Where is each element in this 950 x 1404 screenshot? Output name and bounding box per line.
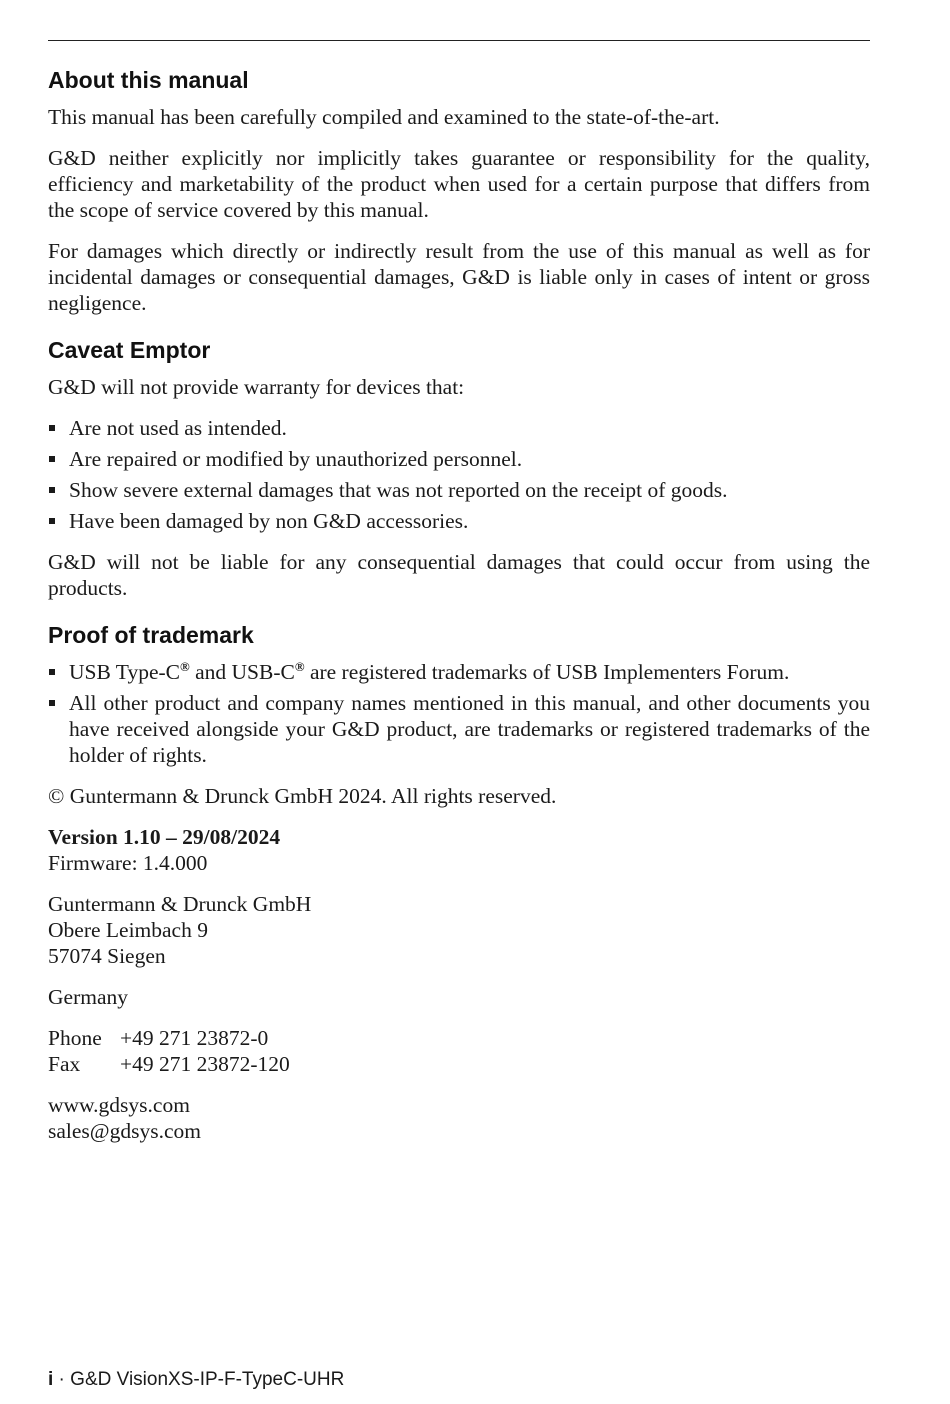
about-paragraph-3: For damages which directly or indirectly result from the use of this manual as well as for incidental damages or consequential damages, G&D is liable only in cases of intent or gross negligence. (48, 239, 870, 315)
trademark-section (48, 619, 870, 768)
page-number: i (48, 1369, 54, 1390)
version-block (48, 824, 870, 876)
about-section (48, 64, 870, 316)
list-item: Are not used as intended. (48, 415, 870, 441)
list-item: All other product and company names mentioned in this manual, and other documents you have received alongside your G&D product, are trademarks or registered trademarks of the holder of rights. (48, 690, 870, 768)
firmware-label: Firmware: 1.4.000 (48, 851, 208, 875)
web-block (48, 1092, 870, 1144)
version-label: Version 1.10 – 29/08/2024 (48, 825, 281, 849)
list-item: Have been damaged by non G&D accessories. (48, 508, 870, 534)
caveat-heading: Caveat Emptor (48, 337, 211, 363)
list-item (48, 659, 870, 685)
caveat-list (48, 415, 870, 534)
top-rule (48, 40, 870, 41)
country-block (48, 984, 870, 1010)
registered-mark: ® (294, 658, 305, 674)
footer-separator: · (53, 1369, 71, 1390)
fax-label: Fax (48, 1052, 81, 1076)
fax-number: +49 271 23872-120 (120, 1052, 290, 1076)
registered-mark: ® (180, 658, 190, 674)
fax-row (48, 1051, 870, 1077)
page-footer (48, 1368, 344, 1392)
caveat-outro: G&D will not be liable for any consequential damages that could occur from using the products. (48, 550, 870, 600)
company-name: Guntermann & Drunck GmbH (48, 892, 312, 916)
address-block (48, 891, 870, 969)
about-heading: About this manual (48, 67, 249, 93)
country: Germany (48, 985, 128, 1009)
footer-product: G&D VisionXS-IP-F-TypeC-UHR (70, 1369, 345, 1390)
page-content (48, 60, 870, 1159)
phone-row (48, 1025, 870, 1051)
city-address: 57074 Siegen (48, 944, 166, 968)
caveat-intro: G&D will not provide warranty for devices that: (48, 375, 465, 399)
trademark-text-3: are registered trademarks of USB Implementers Forum. (304, 660, 790, 684)
phone-fax-block (48, 1025, 870, 1077)
about-paragraph-2: G&D neither explicitly nor implicitly takes guarantee or responsibility for the quality, efficiency and marketability of the product when used for a certain purpose that differs from the scope of service covered by this manual. (48, 146, 870, 222)
phone-label: Phone (48, 1026, 102, 1050)
phone-number: +49 271 23872-0 (120, 1026, 269, 1050)
trademark-text-1: USB Type-C (69, 660, 180, 684)
list-item: Are repaired or modified by unauthorized personnel. (48, 446, 870, 472)
trademark-list (48, 659, 870, 768)
list-item: Show severe external damages that was not reported on the receipt of goods. (48, 477, 870, 503)
caveat-section (48, 334, 870, 601)
copyright-notice: © Guntermann & Drunck GmbH 2024. All rights reserved. (48, 784, 557, 808)
trademark-heading: Proof of trademark (48, 622, 254, 648)
about-paragraph-1: This manual has been carefully compiled and examined to the state-of-the-art. (48, 105, 720, 129)
email-link[interactable]: sales@gdsys.com (48, 1119, 201, 1143)
website-link[interactable]: www.gdsys.com (48, 1093, 190, 1117)
trademark-text-2: and USB-C (189, 660, 295, 684)
street-address: Obere Leimbach 9 (48, 918, 208, 942)
